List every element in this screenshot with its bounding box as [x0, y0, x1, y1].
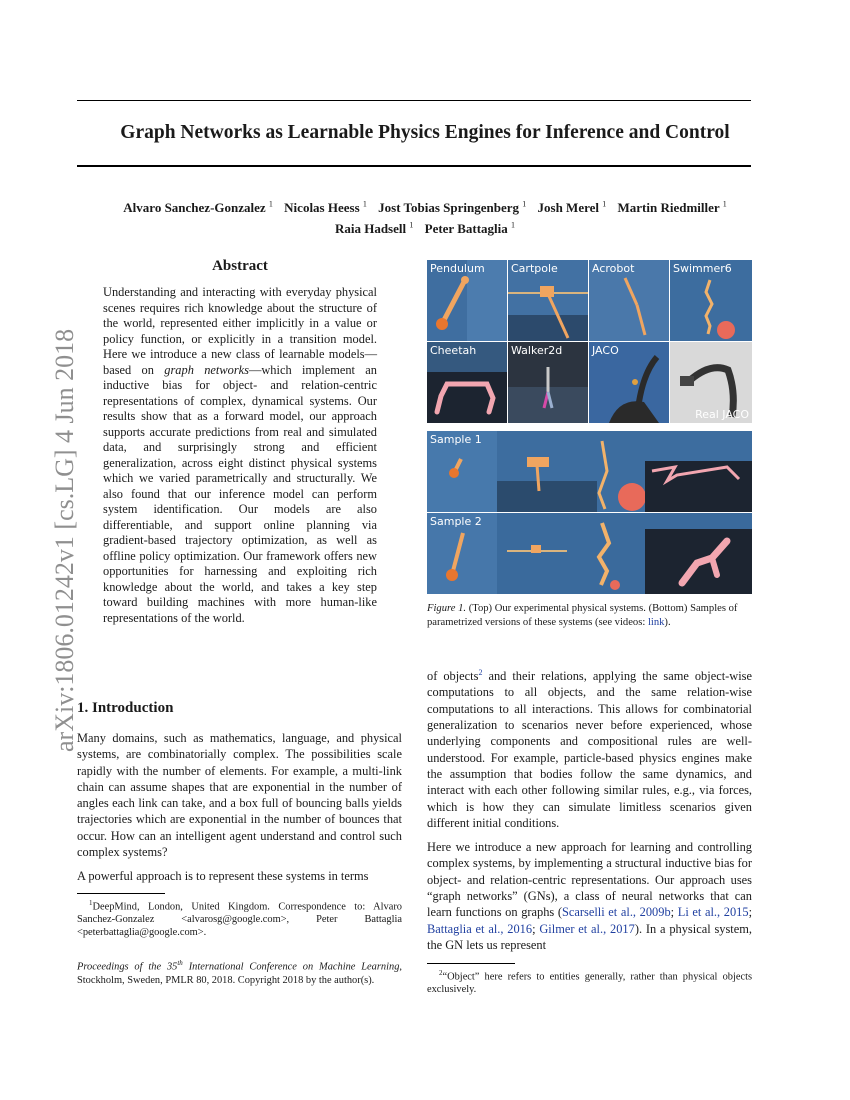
author: Jost Tobias Springenberg $^1$	[378, 200, 527, 216]
figure-panel-real-jaco	[670, 342, 752, 423]
footnote-object: $^2$“Object” here refers to entities generally, rather than physical objects exclusively.	[427, 969, 752, 996]
figure-sample-row-2	[427, 513, 752, 594]
panel-label: Cheetah	[430, 344, 477, 357]
author: Alvaro Sanchez-Gonzalez $^1$	[123, 200, 273, 216]
panel-label: JACO	[592, 344, 619, 357]
footnote-affiliation: $^1$DeepMind, London, United Kingdom. Correspondence to: Alvaro Sanchez-Gonzalez <alvarosg@google.com>, Peter Battaglia <peterbattaglia@google.com>.	[77, 899, 402, 938]
panel-label: Acrobot	[592, 262, 635, 275]
footnote-mark[interactable]: 2	[478, 668, 483, 677]
figure-panel-swimmer6	[670, 260, 752, 341]
footnote-rule	[77, 893, 165, 894]
citation-link[interactable]: Li et al., 2015	[677, 905, 749, 920]
arxiv-stamp: arXiv:1806.01242v1 [cs.LG] 4 Jun 2018	[50, 328, 79, 752]
sample-label: Sample 1	[430, 433, 482, 446]
figure-panel-walker2d	[508, 342, 588, 423]
figure-1	[427, 260, 752, 600]
figure-panel-acrobot	[589, 260, 669, 341]
author: Nicolas Heess $^1$	[284, 200, 367, 216]
panel-label: Swimmer6	[673, 262, 732, 275]
footnote-rule	[427, 963, 515, 964]
figure-panel-cheetah	[427, 342, 507, 423]
body-paragraph: of objects$^2$ and their relations, applying the same object-wise computations to all objects, and the same relation-wise computations to all interactions. This allows for combinatorial generalization to scenarios never before experienced, whose underlying components and compositional rules are well-understood. For example, particle-based physics engines make the assumption that bodies follow the same dynamics, and interact with each other following similar rules, e.g., via forces, which is how they can simulate limitless scenarios given different initial conditions.	[427, 668, 752, 830]
section-heading-introduction: 1. Introduction	[77, 700, 174, 716]
figure-panel-pendulum	[427, 260, 507, 341]
abstract-heading: Abstract	[212, 258, 268, 274]
intro-left-column	[77, 730, 402, 893]
figure-caption: Figure 1. (Top) Our experimental physical systems. (Bottom) Samples of parametrized versions of these systems (see videos: link).	[427, 603, 738, 628]
figure-panel-jaco	[589, 342, 669, 423]
body-paragraph: Here we introduce a new approach for learning and controlling complex systems, by implementing a structural inductive bias for object- and relation-centric representations. Our approach uses “graph networks” (GNs), a class of neural networks that can learn functions on graphs (Scarselli et al., 2009b; Li et al., 2015; Battaglia et al., 2016; Gilmer et al., 2017). In a physical system, the GN lets us represent	[427, 840, 753, 952]
intro-paragraph: A powerful approach is to represent these systems in terms	[77, 869, 369, 884]
abstract-text: Understanding and interacting with everyday physical scenes requires rich knowledge about the structure of the world, represented either implicitly in a value or policy function, or explicitly in a transition model. Here we introduce a new class of learnable models—based on graph networks—which implement an inductive bias for object- and relation-centric representations of complex, dynamical systems. Our results show that as a forward model, our approach supports accurate predictions from real and simulated data, and surprisingly strong and efficient generalization, across eight distinct physical systems which we varied parametrically and structurally. We also found that our inference model can perform system identification. Our models are also differentiable, and support online planning via gradient-based trajectory optimization, as well as offline policy optimization. Our framework offers new opportunities for harnessing and exploiting rich knowledge about the world, and takes a key step toward building machines with more human-like representations of the world.	[103, 285, 377, 625]
author: Josh Merel $^1$	[537, 200, 607, 216]
intro-paragraph: Many domains, such as mathematics, language, and physical systems, are combinatorially complex. The possibilities scale rapidly with the number of elements. For example, a multi-link chain can assume shapes that are exponential in the number of angles each link can take, and a box full of bouncing balls yields trajectories which are exponential in the number of bounces that occur. How can an intelligent agent understand and control such complex systems?	[77, 731, 402, 860]
title-rule-bottom	[77, 165, 751, 167]
right-column-text	[427, 665, 752, 961]
citation-link[interactable]: Scarselli et al., 2009b	[562, 905, 671, 920]
sample-label: Sample 2	[430, 515, 482, 528]
panel-label: Real JACO	[695, 408, 749, 421]
author: Martin Riedmiller $^1$	[617, 200, 727, 216]
proceedings-note: Proceedings of the 35th International Conference on Machine Learning, Stockholm, Sweden, PMLR 80, 2018. Copyright 2018 by the author(s).	[77, 959, 402, 986]
panel-label: Pendulum	[430, 262, 485, 275]
citation-link[interactable]: Gilmer et al., 2017	[539, 921, 635, 936]
video-link[interactable]: link	[647, 617, 665, 628]
figure-panel-cartpole	[508, 260, 588, 341]
paper-title: Graph Networks as Learnable Physics Engines for Inference and Control	[120, 122, 730, 143]
figure-sample-row-1	[427, 431, 752, 512]
author: Peter Battaglia $^1$	[424, 220, 516, 236]
author-list	[60, 196, 790, 237]
panel-label: Cartpole	[511, 262, 558, 275]
citation-link[interactable]: Battaglia et al., 2016	[427, 921, 533, 936]
panel-label: Walker2d	[511, 344, 563, 357]
author: Raia Hadsell $^1$	[334, 220, 414, 236]
title-rule-top	[77, 100, 751, 101]
